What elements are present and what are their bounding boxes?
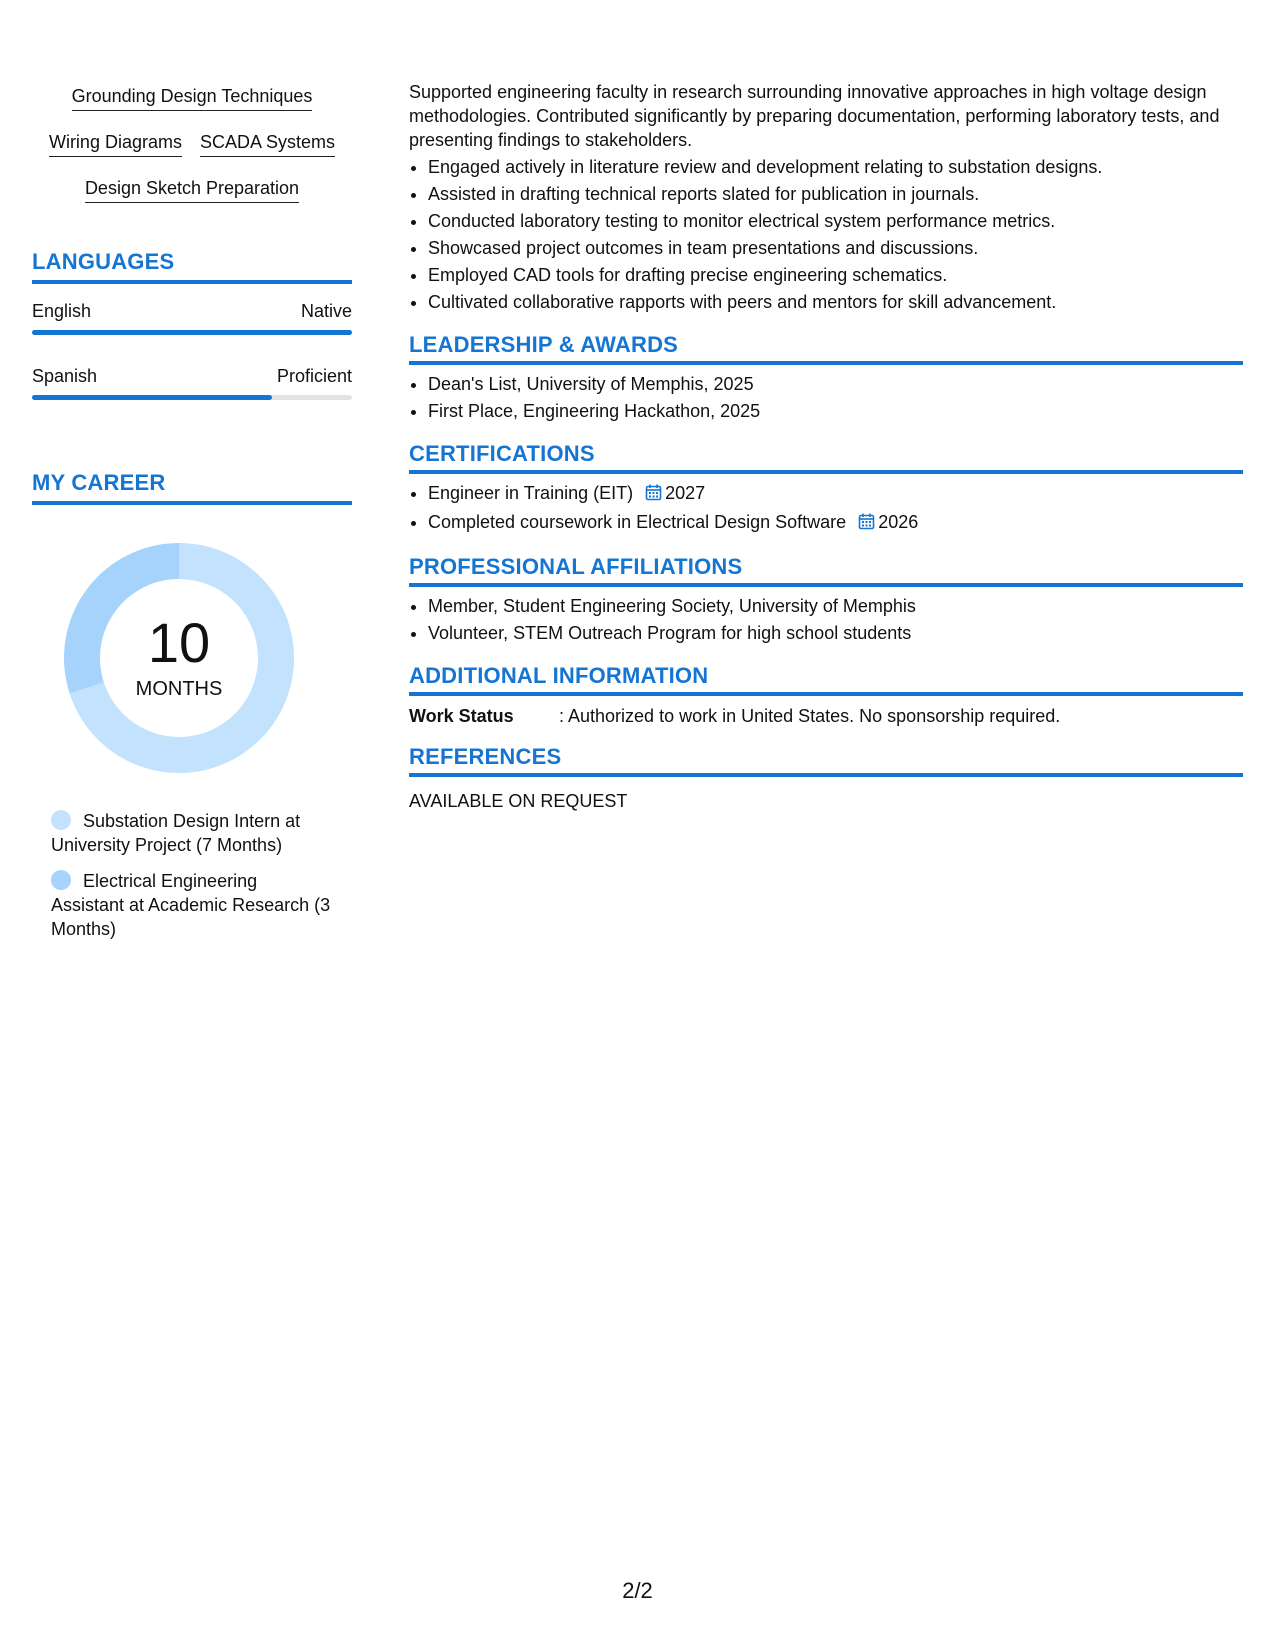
legend-item (51, 809, 331, 857)
career-heading: MY CAREER (32, 470, 352, 505)
languages-list (32, 300, 352, 400)
certification-year: 2027 (665, 483, 706, 503)
work-status-label: Work Status (409, 706, 514, 726)
left-column (32, 85, 352, 953)
list-item (428, 480, 1243, 509)
legend-label: Substation Design Intern at University Project (7 Months) (51, 811, 301, 855)
language-row (32, 365, 352, 387)
language-name: Spanish (32, 366, 98, 386)
career-total-value: 10 (147, 611, 211, 674)
references-heading: REFERENCES (409, 744, 1243, 777)
additional-section (409, 663, 1243, 728)
experience-summary: Supported engineering faculty in research surrounding innovative approaches in high voltage design methodologies. Contributed significantly by preparing documentation, performing laboratory tests, and presenting findings to stakeholders. (409, 82, 1220, 150)
list-item: • Cultivated collaborative rapports with peers and mentors for skill advancement. (428, 289, 1243, 316)
leadership-section (409, 332, 1243, 425)
right-column (409, 80, 1243, 813)
calendar-icon (645, 482, 662, 509)
leadership-heading: LEADERSHIP & AWARDS (409, 332, 1243, 365)
references-section (409, 744, 1243, 813)
affiliations-section (409, 554, 1243, 647)
work-status-row (409, 704, 1243, 728)
skills-list (32, 85, 352, 203)
legend-label: Electrical Engineering Assistant at Academic Research (3 Months) (51, 871, 331, 939)
language-level: Native (300, 301, 352, 321)
calendar-icon (858, 511, 875, 538)
legend-dot (51, 870, 71, 890)
legend-item (51, 869, 331, 941)
list-item: • Showcased project outcomes in team presentations and discussions. (428, 235, 1243, 262)
language-bar (32, 330, 352, 335)
skill-tag: SCADA Systems (200, 131, 335, 157)
skill-tag: Grounding Design Techniques (72, 85, 313, 111)
leadership-list (409, 371, 1243, 425)
career-donut-chart (64, 543, 294, 773)
language-level: Proficient (276, 366, 352, 386)
list-item: • Assisted in drafting technical reports slated for publication in journals. (428, 181, 1243, 208)
experience-bullets (409, 154, 1243, 316)
languages-heading: LANGUAGES (32, 249, 352, 284)
skill-tag: Wiring Diagrams (49, 131, 182, 157)
work-status-value: : Authorized to work in United States. No sponsorship required. (559, 706, 1061, 726)
language-bar-fill (32, 395, 272, 400)
career-legend (51, 809, 331, 941)
affiliations-list (409, 593, 1243, 647)
language-bar (32, 395, 352, 400)
certification-name: Engineer in Training (EIT) (428, 483, 634, 503)
list-item: • First Place, Engineering Hackathon, 2025 (428, 398, 1243, 425)
legend-dot (51, 810, 71, 830)
skill-tag: Design Sketch Preparation (85, 177, 299, 203)
certifications-list (409, 480, 1243, 538)
list-item: • Dean's List, University of Memphis, 2025 (428, 371, 1243, 398)
page-number: 2/2 (622, 1578, 653, 1603)
list-item (428, 509, 1243, 538)
certification-name: Completed coursework in Electrical Design Software (428, 512, 847, 532)
affiliations-heading: PROFESSIONAL AFFILIATIONS (409, 554, 1243, 587)
language-bar-fill (32, 330, 352, 335)
certifications-section (409, 441, 1243, 538)
list-item: • Employed CAD tools for drafting precise engineering schematics. (428, 262, 1243, 289)
list-item: • Volunteer, STEM Outreach Program for high school students (428, 620, 1243, 647)
language-row (32, 300, 352, 322)
list-item: • Conducted laboratory testing to monitor electrical system performance metrics. (428, 208, 1243, 235)
certifications-heading: CERTIFICATIONS (409, 441, 1243, 474)
list-item: • Engaged actively in literature review and development relating to substation designs. (428, 154, 1243, 181)
references-text: AVAILABLE ON REQUEST (409, 791, 628, 811)
additional-heading: ADDITIONAL INFORMATION (409, 663, 1243, 696)
career-total-unit: MONTHS (135, 678, 223, 700)
certification-year: 2026 (878, 512, 919, 532)
list-item: • Member, Student Engineering Society, University of Memphis (428, 593, 1243, 620)
language-name: English (32, 301, 92, 321)
